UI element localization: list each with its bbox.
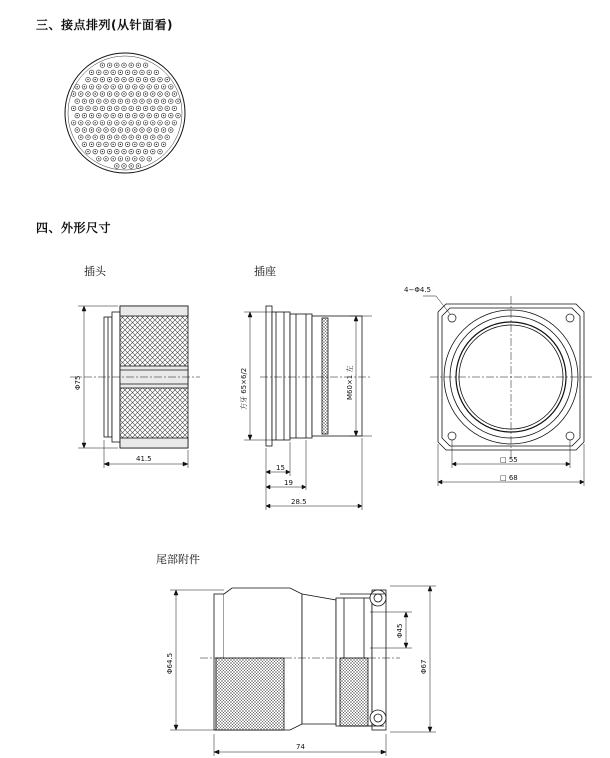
contact-pin-center	[138, 165, 139, 166]
tail-length-label: 74	[296, 743, 305, 751]
contact-pin-center	[116, 93, 117, 94]
contact-pin-center	[156, 115, 157, 116]
contact-pin-center	[170, 129, 171, 130]
contact-arrangement-face	[65, 53, 185, 173]
contact-pin-center	[109, 137, 110, 138]
contact-pin-center	[123, 122, 124, 123]
contact-pin-center	[156, 129, 157, 130]
contact-pin-center	[80, 108, 81, 109]
contact-pin-center	[159, 137, 160, 138]
contact-pin-center	[116, 65, 117, 66]
contact-pin-center	[159, 151, 160, 152]
contact-pin-center	[120, 144, 121, 145]
contact-pin-center	[152, 122, 153, 123]
contact-pin-center	[145, 137, 146, 138]
contact-pin-center	[127, 72, 128, 73]
contact-pin-center	[120, 129, 121, 130]
contact-pin-center	[109, 65, 110, 66]
contact-pin-center	[152, 108, 153, 109]
contact-pin-center	[98, 72, 99, 73]
contact-pin-center	[145, 108, 146, 109]
contact-pin-center	[123, 151, 124, 152]
contact-pin-center	[87, 79, 88, 80]
contact-pin-center	[167, 122, 168, 123]
contact-pin-center	[113, 144, 114, 145]
contact-pin-center	[109, 108, 110, 109]
contact-pin-center	[163, 115, 164, 116]
contact-pin-center	[123, 137, 124, 138]
contact-pin-center	[105, 115, 106, 116]
contact-pin-center	[138, 122, 139, 123]
contact-pin-center	[87, 151, 88, 152]
contact-pin-center	[141, 72, 142, 73]
contact-pin-center	[152, 93, 153, 94]
contact-pin-center	[87, 137, 88, 138]
contact-pin-center	[98, 129, 99, 130]
contact-pin-center	[177, 115, 178, 116]
contact-pin-center	[174, 122, 175, 123]
tail-diameter-67-label: Φ67	[420, 659, 428, 674]
socket-length-19-label: 19	[284, 479, 293, 487]
contact-pin-center	[120, 72, 121, 73]
contact-pin-center	[123, 79, 124, 80]
contact-pin-center	[141, 101, 142, 102]
contact-pin-center	[91, 101, 92, 102]
contact-pin-center	[156, 144, 157, 145]
contact-pin-center	[102, 137, 103, 138]
contact-pin-center	[116, 137, 117, 138]
flange-68-label: □ 68	[500, 474, 518, 482]
contact-pin-center	[141, 86, 142, 87]
contact-pin-center	[123, 93, 124, 94]
contacts-section-title: 三、接点排列(从针面看)	[36, 18, 173, 32]
contact-pin-center	[123, 65, 124, 66]
socket-thread-1-label: 方牙 65×6/2	[240, 367, 248, 410]
contact-pin-center	[170, 101, 171, 102]
contact-pin-center	[149, 129, 150, 130]
contact-pin-center	[105, 158, 106, 159]
contact-pin-center	[113, 158, 114, 159]
contact-pin-center	[174, 93, 175, 94]
contact-pin-center	[109, 93, 110, 94]
contact-pin-center	[167, 79, 168, 80]
contact-pin-center	[105, 129, 106, 130]
socket-view-label: 插座	[254, 265, 276, 278]
contact-pin-center	[127, 144, 128, 145]
contact-pin-center	[77, 129, 78, 130]
contact-pin-center	[138, 151, 139, 152]
contact-pin-center	[167, 108, 168, 109]
contact-pin-center	[84, 101, 85, 102]
contact-pin-center	[98, 115, 99, 116]
contact-pin-center	[123, 108, 124, 109]
contact-pin-center	[145, 65, 146, 66]
contact-pin-center	[138, 108, 139, 109]
socket-thread-2-label: M60×1 左	[346, 365, 354, 400]
contact-pin-center	[163, 129, 164, 130]
contact-pin-center	[131, 137, 132, 138]
contact-pin-center	[131, 122, 132, 123]
contact-pin-center	[138, 93, 139, 94]
contact-pin-center	[109, 151, 110, 152]
contact-pin-center	[87, 108, 88, 109]
socket-length-28-5-label: 28.5	[291, 498, 307, 506]
contact-pin-center	[120, 86, 121, 87]
contact-pin-center	[102, 151, 103, 152]
contact-pin-center	[73, 108, 74, 109]
contact-pin-center	[159, 93, 160, 94]
contact-pin-center	[131, 93, 132, 94]
contact-pin-center	[113, 72, 114, 73]
contact-pin-center	[109, 79, 110, 80]
contact-pin-center	[159, 108, 160, 109]
contact-pin-center	[102, 65, 103, 66]
contact-pin-center	[134, 144, 135, 145]
contact-pin-center	[131, 108, 132, 109]
contact-pin-center	[149, 144, 150, 145]
contact-pin-center	[145, 79, 146, 80]
plug-diameter-label: Φ75	[74, 375, 82, 390]
contact-pin-center	[116, 79, 117, 80]
contact-pin-center	[77, 86, 78, 87]
contact-pin-center	[170, 86, 171, 87]
contact-pin-center	[73, 93, 74, 94]
contact-pin-center	[149, 86, 150, 87]
contact-pin-center	[127, 158, 128, 159]
contact-pin-center	[84, 129, 85, 130]
contact-pin-center	[138, 79, 139, 80]
contact-pin-center	[134, 86, 135, 87]
contact-pin-center	[120, 158, 121, 159]
contact-pin-center	[105, 101, 106, 102]
contact-pin-center	[80, 122, 81, 123]
contact-pin-center	[102, 122, 103, 123]
contact-pin-center	[98, 101, 99, 102]
contact-pin-center	[87, 93, 88, 94]
contact-pin-center	[91, 144, 92, 145]
contact-pin-center	[167, 93, 168, 94]
socket-side-view	[260, 306, 372, 446]
contact-pin-center	[131, 151, 132, 152]
contact-pin-center	[116, 122, 117, 123]
contact-pin-center	[152, 151, 153, 152]
contact-pin-center	[159, 122, 160, 123]
contact-pin-center	[77, 101, 78, 102]
flange-holes-label: 4−Φ4.5	[404, 286, 431, 294]
contact-pin-center	[149, 101, 150, 102]
contact-pin-center	[152, 137, 153, 138]
contact-pin-center	[77, 115, 78, 116]
contact-pin-center	[134, 158, 135, 159]
contact-pin-center	[141, 144, 142, 145]
contact-pin-center	[163, 86, 164, 87]
contact-pin-center	[127, 86, 128, 87]
contact-pin-center	[113, 101, 114, 102]
contact-pin-center	[134, 72, 135, 73]
contact-pin-center	[113, 115, 114, 116]
contact-pin-center	[149, 115, 150, 116]
contact-pin-center	[95, 93, 96, 94]
tail-diameter-64-5-label: Φ64.5	[166, 652, 174, 674]
contact-pin-center	[149, 158, 150, 159]
contact-pin-center	[127, 129, 128, 130]
contact-pin-center	[145, 151, 146, 152]
contact-pin-center	[91, 115, 92, 116]
contact-pin-center	[141, 129, 142, 130]
contact-pin-center	[80, 93, 81, 94]
contact-pin-center	[149, 72, 150, 73]
contact-pin-center	[167, 137, 168, 138]
contact-pin-center	[84, 86, 85, 87]
contact-pin-center	[138, 65, 139, 66]
contact-pin-center	[120, 101, 121, 102]
contact-pin-center	[102, 108, 103, 109]
contact-pin-center	[113, 129, 114, 130]
contact-pin-center	[174, 108, 175, 109]
contact-pin-center	[138, 137, 139, 138]
contact-pin-center	[105, 72, 106, 73]
contact-pin-center	[131, 165, 132, 166]
contact-pin-center	[95, 79, 96, 80]
contact-pin-center	[95, 137, 96, 138]
contact-pin-center	[127, 115, 128, 116]
contact-pin-center	[73, 122, 74, 123]
contact-pin-center	[91, 129, 92, 130]
contact-pin-center	[141, 115, 142, 116]
contact-pin-center	[95, 108, 96, 109]
plug-length-label: 41.5	[136, 455, 152, 463]
socket-flange-front-view	[430, 296, 592, 458]
contact-pin-center	[102, 93, 103, 94]
contact-pin-center	[156, 86, 157, 87]
contact-pin-center	[131, 65, 132, 66]
contact-pin-center	[152, 79, 153, 80]
contact-pin-center	[80, 137, 81, 138]
contact-pin-center	[91, 86, 92, 87]
contact-pin-center	[109, 122, 110, 123]
contact-pin-center	[102, 79, 103, 80]
contact-pin-center	[145, 93, 146, 94]
contact-pin-center	[156, 72, 157, 73]
contact-pin-center	[84, 115, 85, 116]
contact-pin-center	[116, 151, 117, 152]
contact-pin-center	[170, 115, 171, 116]
tail-accessory-view	[200, 588, 400, 730]
contact-pin-center	[123, 165, 124, 166]
contact-pin-center	[163, 144, 164, 145]
contact-pin-center	[105, 144, 106, 145]
contact-pin-center	[145, 122, 146, 123]
contact-pin-center	[98, 158, 99, 159]
contact-pin-center	[98, 144, 99, 145]
contact-pin-center	[134, 115, 135, 116]
contact-pin-center	[134, 101, 135, 102]
contact-pin-center	[95, 122, 96, 123]
contact-pin-center	[163, 101, 164, 102]
plug-side-view	[70, 306, 200, 448]
plug-view-label: 插头	[84, 265, 106, 278]
contact-pin-center	[120, 115, 121, 116]
outline-section-title: 四、外形尺寸	[36, 221, 112, 235]
contact-pin-center	[156, 101, 157, 102]
contact-pin-center	[98, 86, 99, 87]
contact-pin-center	[127, 101, 128, 102]
contact-pin-center	[159, 79, 160, 80]
contact-pin-center	[91, 72, 92, 73]
contact-pin-center	[141, 158, 142, 159]
contact-pin-center	[87, 122, 88, 123]
contact-pin-center	[84, 144, 85, 145]
contact-pin-center	[95, 151, 96, 152]
contact-pin-center	[131, 79, 132, 80]
contact-pin-center	[113, 86, 114, 87]
contact-pin-center	[116, 165, 117, 166]
socket-length-15-label: 15	[276, 464, 285, 472]
flange-55-label: □ 55	[500, 456, 518, 464]
contact-pin-center	[177, 101, 178, 102]
tail-accessory-title: 尾部附件	[156, 553, 200, 566]
contact-pin-center	[116, 108, 117, 109]
tail-diameter-45-label: Φ45	[396, 623, 404, 638]
contact-pin-center	[105, 86, 106, 87]
contact-pin-center	[134, 129, 135, 130]
